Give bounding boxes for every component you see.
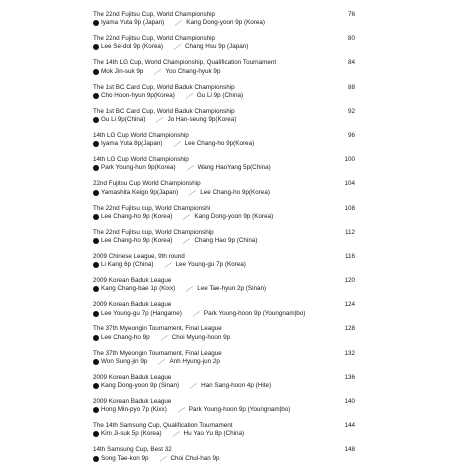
white-stone-icon [189, 383, 198, 389]
game-title: The 22nd Fujitsu cup, World Championship [93, 228, 214, 236]
white-stone-icon [185, 93, 194, 99]
toc-entry [93, 301, 355, 325]
white-stone-icon [160, 335, 169, 341]
page-number: 124 [344, 301, 355, 309]
table-of-contents [93, 11, 355, 471]
players-line [93, 334, 230, 342]
white-player: Lee Chang-ho 9p(Korea) [200, 188, 270, 196]
toc-entry [93, 108, 355, 132]
page-number: 104 [344, 180, 355, 188]
toc-entry [93, 84, 355, 108]
players-line [93, 189, 270, 197]
game-title: The 37th Myeongin Tournament, Final League [93, 349, 222, 357]
players-line [93, 261, 246, 269]
black-stone-icon [93, 359, 99, 365]
white-player: Park Young-hoon 9p (Youngnam|bo) [203, 309, 306, 317]
game-title: The 37th Myeongin Tournament, Final League [93, 325, 222, 333]
black-stone-icon [93, 335, 99, 341]
game-title: The 22nd Fujitsu Cup, World Championship [93, 35, 216, 43]
toc-entry [93, 180, 355, 204]
players-line [93, 406, 290, 414]
black-player: Lee Se-dol 9p (Korea) [101, 43, 163, 51]
white-stone-icon [177, 407, 186, 413]
black-player: Song Tae-kon 9p [101, 454, 149, 462]
black-player: Kim Ji-suk 5p (Korea) [101, 430, 162, 438]
white-stone-icon [182, 214, 191, 220]
white-stone-icon [153, 69, 162, 75]
players-line [93, 19, 265, 27]
game-title: The 14th Samsung Cup, Qualification Tournament [93, 422, 233, 430]
black-stone-icon [93, 69, 99, 75]
white-player: Han Sang-hoon 4p (Hite) [201, 382, 272, 390]
toc-entry [93, 35, 355, 59]
white-stone-icon [159, 456, 168, 462]
toc-entry [93, 446, 355, 470]
game-title: 14th LG Cup World Championship [93, 131, 189, 139]
players-line [93, 358, 220, 366]
players-line [93, 43, 248, 51]
page-number: 132 [344, 349, 355, 357]
toc-entry [93, 205, 355, 229]
game-title: 2009 Korean Baduk League [93, 301, 172, 309]
black-stone-icon [93, 431, 99, 437]
players-line [93, 285, 266, 293]
black-player: Iyama Yuta 9p (Japan) [101, 19, 165, 27]
game-title: 2009 Korean Baduk League [93, 373, 172, 381]
toc-entry [93, 374, 355, 398]
page-number: 136 [344, 373, 355, 381]
players-line [93, 213, 273, 221]
page-number: 80 [347, 35, 355, 43]
page-number: 148 [344, 446, 355, 454]
toc-entry [93, 229, 355, 253]
white-stone-icon [185, 286, 194, 292]
players-line [93, 92, 243, 100]
page-number: 76 [347, 11, 355, 18]
toc-entry [93, 253, 355, 277]
black-stone-icon [93, 20, 99, 26]
black-player: Yamashita Keigo 9p(Japan) [101, 188, 179, 196]
page-number: 144 [344, 422, 355, 430]
white-player: Kang Dong-yoon 9p (Korea) [186, 19, 266, 27]
black-stone-icon [93, 286, 99, 292]
white-stone-icon [186, 165, 195, 171]
black-player: Kang Dong-yoon 9p (Sinan) [101, 382, 180, 390]
white-player: Yoo Chang-hyuk 9p [165, 67, 221, 75]
toc-entry [93, 277, 355, 301]
page-number: 92 [347, 107, 355, 115]
players-line [93, 164, 271, 172]
players-line [93, 382, 271, 390]
white-player: Wang HaoYang 5p(China) [197, 164, 271, 172]
black-player: Lee Chang-ho 9p (Korea) [101, 236, 173, 244]
white-player: Lee Young-gu 7p (Korea) [175, 261, 246, 269]
black-player: Mok Jin-suk 9p [101, 67, 144, 75]
white-player: Lee Chang-ho 9p(Korea) [184, 140, 255, 148]
black-stone-icon [93, 190, 99, 196]
players-line [93, 68, 220, 76]
white-player: Kang Dong-yoon 9p (Korea) [194, 212, 274, 220]
white-player: Jo Han-seung 9p(Korea) [167, 116, 237, 124]
black-stone-icon [93, 238, 99, 244]
black-stone-icon [93, 44, 99, 50]
white-player: Chang Hsu 9p (Japan) [184, 43, 249, 51]
black-player: Gu Li 9p(China) [101, 116, 146, 124]
page-number: 116 [344, 252, 355, 260]
white-player: Gu Li 9p (China) [196, 91, 244, 99]
black-player: Lee Young-gu 7p (Hangame) [101, 309, 182, 317]
white-stone-icon [172, 431, 181, 437]
white-stone-icon [188, 190, 197, 196]
black-stone-icon [93, 214, 99, 220]
page-number: 128 [344, 325, 355, 333]
toc-entry [93, 59, 355, 83]
white-stone-icon [173, 44, 182, 50]
black-player: Li Kang 6p (China) [101, 261, 154, 269]
toc-entry [93, 398, 355, 422]
black-stone-icon [93, 383, 99, 389]
page-number: 112 [344, 228, 355, 236]
players-line [93, 310, 305, 318]
black-player: Won Sung-jin 9p [101, 357, 148, 365]
black-stone-icon [93, 407, 99, 413]
page-number: 120 [344, 277, 355, 285]
toc-entry [93, 325, 355, 349]
game-title: 22nd Fujitsu Cup World Championship [93, 180, 201, 188]
white-player: Chang Hao 9p (China) [194, 236, 258, 244]
game-title: The 22nd Fujitsu cup, World Championshi [93, 204, 211, 212]
white-stone-icon [164, 262, 173, 268]
white-stone-icon [173, 141, 182, 147]
black-stone-icon [93, 93, 99, 99]
black-stone-icon [93, 456, 99, 462]
toc-entry [93, 11, 355, 35]
black-player: Iyama Yuta 8p(Japan) [101, 140, 163, 148]
black-stone-icon [93, 262, 99, 268]
white-player: Choi Chul-han 9p [170, 454, 220, 462]
black-player: Kang Chang-bae 1p (Kixx) [101, 285, 176, 293]
game-title: The 1st BC Card Cup, World Baduk Championship [93, 107, 235, 115]
page-number: 84 [347, 59, 355, 67]
game-title: The 22nd Fujitsu Cup, World Championship [93, 11, 216, 18]
black-player: Lee Chang-ho 9p [101, 333, 150, 341]
players-line [93, 140, 254, 148]
page-number: 140 [344, 398, 355, 405]
black-player: Park Young-hun 9p(Korea) [101, 164, 176, 172]
toc-entry [93, 422, 355, 446]
white-player: Lee Tae-hyun 2p (Sinan) [197, 285, 267, 293]
black-player: Cho Hoon-hyun 9p(Korea) [101, 91, 175, 99]
page-number: 96 [347, 131, 355, 139]
players-line [93, 455, 220, 463]
white-stone-icon [182, 238, 191, 244]
black-stone-icon [93, 117, 99, 123]
players-line [93, 430, 244, 438]
black-stone-icon [93, 165, 99, 171]
toc-entry [93, 132, 355, 156]
black-stone-icon [93, 311, 99, 317]
white-player: Hu Yao Yu 8p (China) [183, 430, 245, 438]
white-stone-icon [174, 20, 183, 26]
white-player: Park Young-hoon 9p (Youngnam|bo) [188, 406, 291, 414]
page-number: 108 [344, 204, 355, 212]
game-title: 2009 Chinese League, 9th round [93, 252, 185, 260]
game-title: 2009 Korean Baduk League [93, 398, 172, 405]
black-player: Lee Chang-ho 9p (Korea) [101, 212, 173, 220]
black-stone-icon [93, 141, 99, 147]
toc-entry [93, 350, 355, 374]
players-line [93, 237, 257, 245]
toc-entry [93, 156, 355, 180]
white-stone-icon [155, 117, 164, 123]
white-player: Choi Myung-hoon 9p [171, 333, 231, 341]
game-title: 14th Samsung Cup, Best 32 [93, 446, 172, 454]
game-title: The 14th LG Cup, World Championship, Qualification Tournament [93, 59, 277, 67]
game-title: The 1st BC Card Cup, World Baduk Championship [93, 83, 235, 91]
white-stone-icon [192, 311, 201, 317]
page-number: 88 [347, 83, 355, 91]
white-stone-icon [157, 359, 166, 365]
black-player: Hong Min-pyo 7p (Kixx) [101, 406, 167, 414]
game-title: 14th LG Cup World Championship [93, 156, 189, 164]
game-title: 2009 Korean Baduk League [93, 277, 172, 285]
white-player: Anh Hyung-jun 2p [169, 357, 220, 365]
page-number: 100 [344, 156, 355, 164]
players-line [93, 116, 236, 124]
